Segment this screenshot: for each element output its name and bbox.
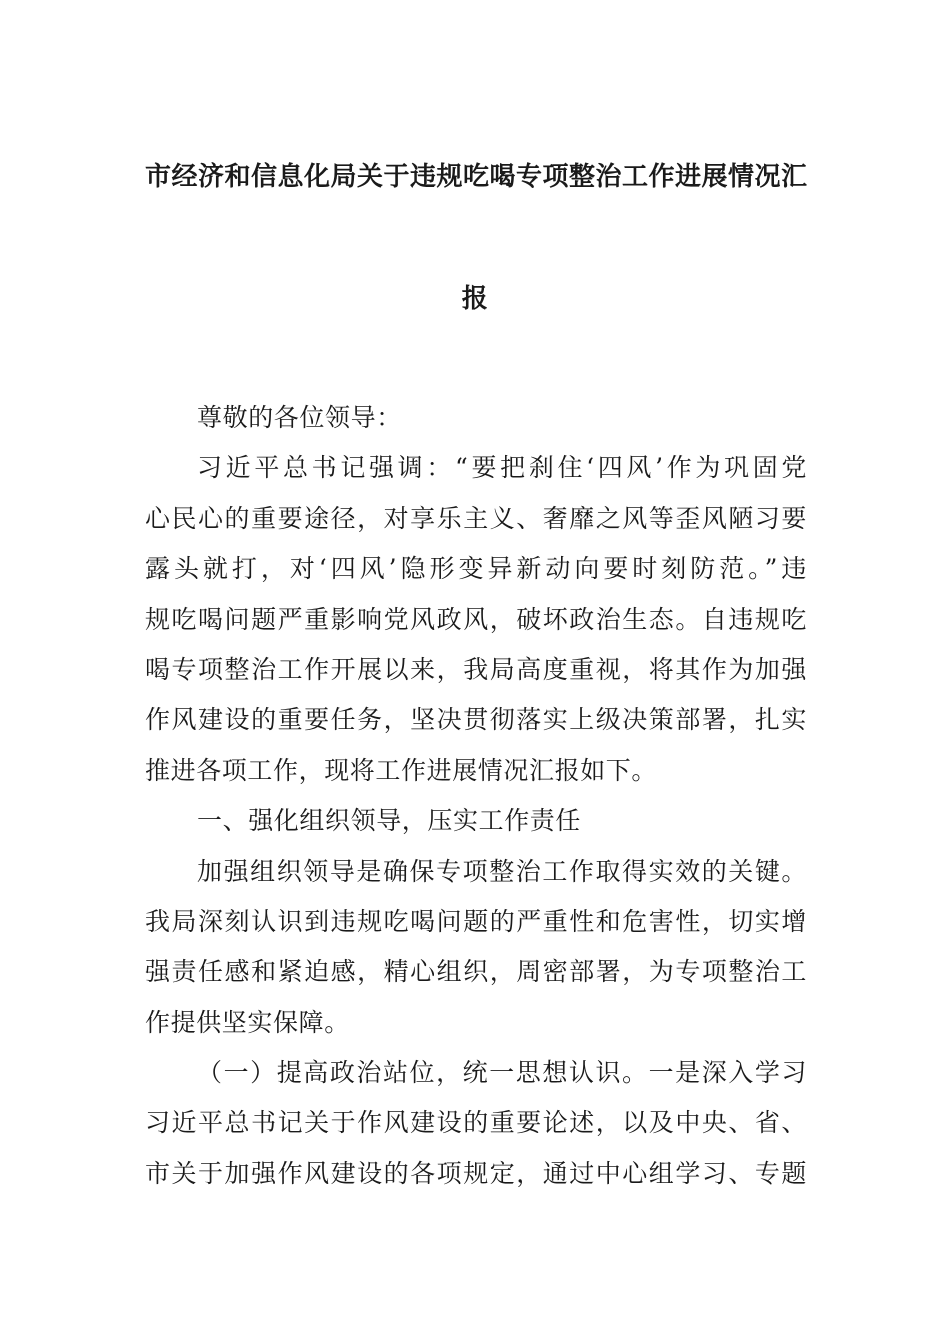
- document-body: [145, 393, 807, 1199]
- salutation: 尊敬的各位领导：: [197, 403, 402, 432]
- paragraph-line: 习近平总书记强调：“要把刹住‘四风’作为巩固党: [197, 453, 807, 483]
- paragraph-line: 作风建设的重要任务，坚决贯彻落实上级决策部署，扎实: [145, 705, 807, 735]
- paragraph-line: 喝专项整治工作开展以来，我局高度重视，将其作为加强: [145, 654, 807, 684]
- paragraph-line: 作提供坚实保障。: [145, 1007, 350, 1037]
- paragraph-line: 市关于加强作风建设的各项规定，通过中心组学习、专题: [145, 1158, 807, 1188]
- subsection-paragraph-line: （一）提高政治站位，统一思想认识。一是深入学习: [197, 1058, 807, 1088]
- paragraph-line: 规吃喝问题严重影响党风政风，破坏政治生态。自违规吃: [145, 604, 807, 634]
- section-heading: 一、强化组织领导，压实工作责任: [197, 806, 582, 836]
- paragraph-line: 露头就打，对‘四风’隐形变异新动向要时刻防范。”违: [145, 554, 807, 584]
- document-title-line-2: 报: [461, 284, 489, 314]
- paragraph-line: 推进各项工作，现将工作进展情况汇报如下。: [145, 755, 658, 785]
- document-title-line-1: 市经济和信息化局关于违规吃喝专项整治工作进展情况汇: [145, 162, 808, 192]
- paragraph-line: 我局深刻认识到违规吃喝问题的严重性和危害性，切实增: [145, 906, 807, 936]
- paragraph-line: 习近平总书记关于作风建设的重要论述，以及中央、省、: [145, 1108, 807, 1138]
- paragraph-line: 强责任感和紧迫感，精心组织，周密部署，为专项整治工: [145, 957, 807, 987]
- paragraph-line: 心民心的重要途径，对享乐主义、奢靡之风等歪风陋习要: [145, 503, 807, 533]
- paragraph-line: 加强组织领导是确保专项整治工作取得实效的关键。: [197, 856, 807, 886]
